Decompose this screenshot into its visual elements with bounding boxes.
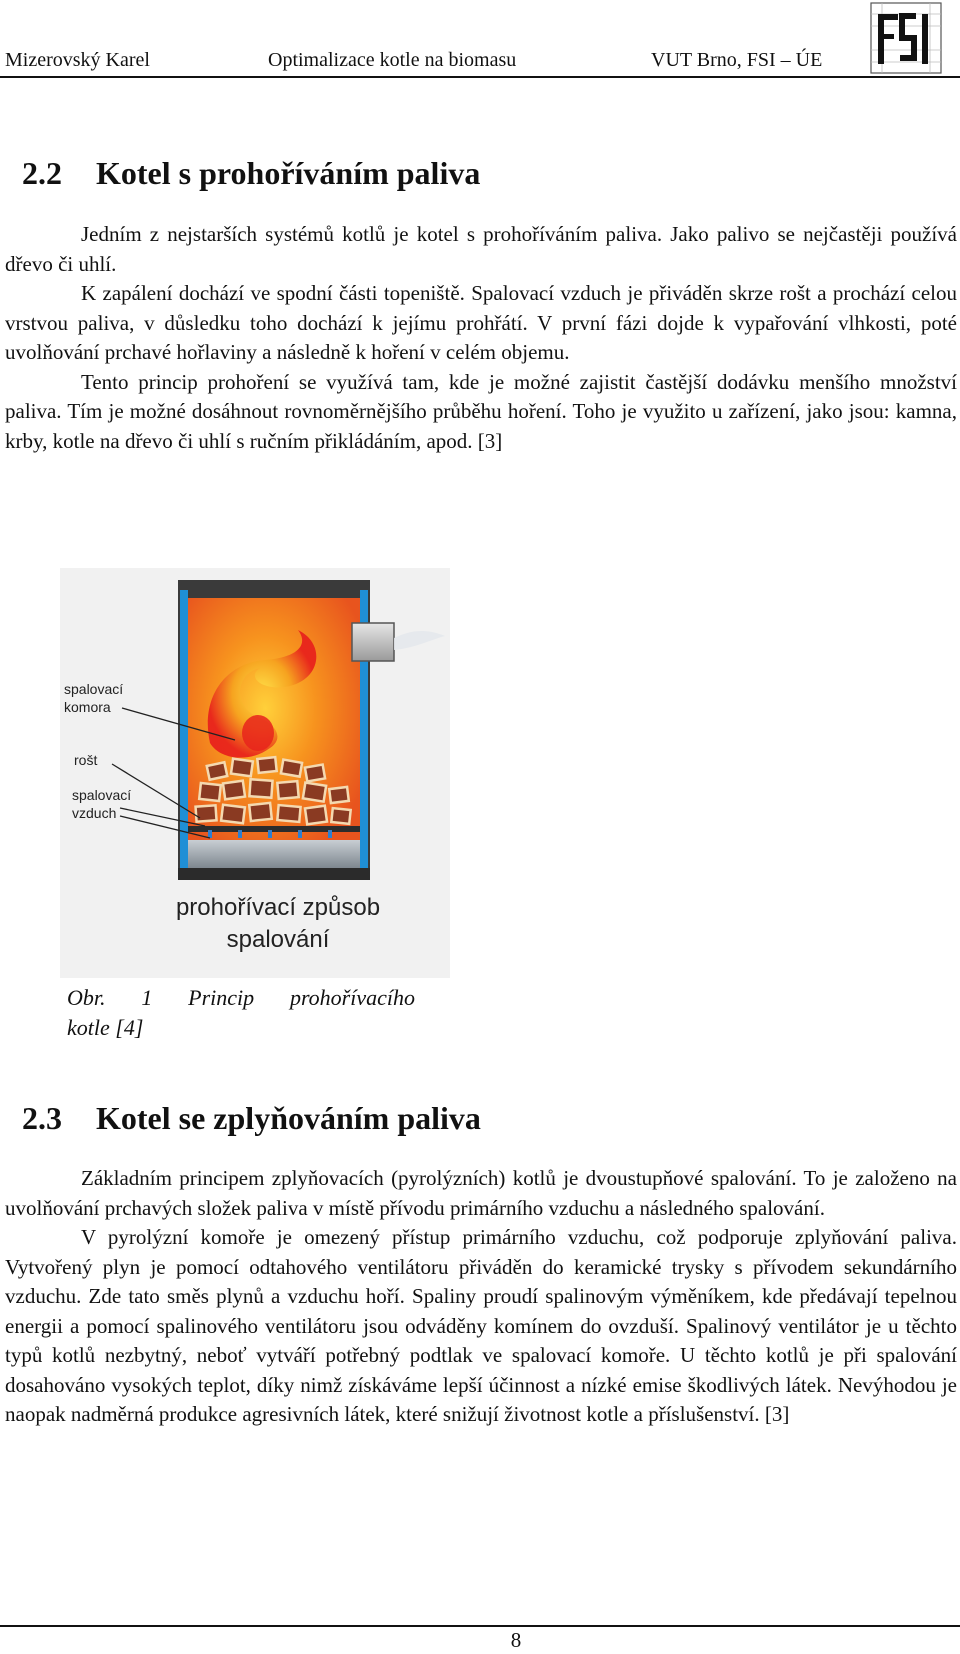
figure-boiler-diagram <box>60 568 450 978</box>
page-header <box>0 0 960 80</box>
label-combustion-air-1: spalovací <box>72 787 132 803</box>
figure-title-line-1: prohořívací způsob <box>175 894 381 921</box>
page-number: 8 <box>510 1628 522 1652</box>
section-title: Kotel s prohoříváním paliva <box>96 155 481 191</box>
label-combustion-chamber-1: spalovací <box>64 681 124 697</box>
paragraph: K zapálení dochází ve spodní části topeniště. Spalovací vzduch je přiváděn skrze rošt a prochází celou vrstvou paliva, v důsledku toho dochází k jejímu prohřátí. V první fázi dojde k vypařování vlhkosti, poté uvolňování prchavé hořlaviny a následně k hoření v celém objemu. <box>5 281 957 364</box>
section-number: 2.2 <box>22 155 62 191</box>
label-grate: rošt <box>74 752 98 768</box>
section-2-2-body <box>5 220 957 456</box>
boiler-diagram <box>60 568 450 978</box>
smoke-plume <box>394 631 445 650</box>
section-number: 2.3 <box>22 1100 62 1136</box>
section-2-3-body <box>5 1164 957 1430</box>
boiler-base <box>178 868 370 880</box>
header-institution: VUT Brno, FSI – ÚE <box>651 49 823 71</box>
fsi-logo-icon <box>870 2 942 74</box>
section-title: Kotel se zplyňováním paliva <box>96 1100 481 1136</box>
header-author: Mizerovský Karel <box>5 49 150 71</box>
figure-caption-line-2: kotle [4] <box>67 1015 144 1040</box>
footer-rule <box>0 1625 960 1627</box>
label-combustion-air-2: vzduch <box>72 805 117 821</box>
paragraph: Tento princip prohoření se využívá tam, kde je možné zajistit častější dodávku menšího množství paliva. Tím je možné dosáhnout rovnoměrnějšího průběhu hoření. Toho je využito u zařízení, jako jsou: kamna, krby, kotle na dřevo či uhlí s ručním přikládáním, apod. [3] <box>5 369 957 453</box>
flue-pipe <box>352 623 394 661</box>
paragraph: Jedním z nejstarších systémů kotlů je kotel s prohoříváním paliva. Jako palivo se nejčastěji používá dřevo či uhlí. <box>5 222 957 276</box>
paragraph: V pyrolýzní komoře je omezený přístup primárního vzduchu, což podporuje zplyňování paliva. Vytvořený plyn je pomocí odtahového ventilátoru přiváděn do keramické trysky s přívodem sekundárního vzduchu. Zde tato směs plynů a vzduchu hoří. Spaliny proudí spalinovým výměníkem, kde předávají tepelnou energii a pomocí spalinového ventilátoru jsou odváděny komínem do ovzduší. Spalinový ventilátor je u těchto typů kotlů nezbytný, neboť vytváří potřebný podtlak ve spalovací komoře. U těchto kotlů je při spalování dosahováno vysokých teplot, díky nimž získáváme lepší účinnost a nízké emise škodlivých látek. Nevýhodou je naopak nadměrná produkce agresivních látek, které snižují životnost kotle a příslušenství. [3] <box>5 1225 957 1426</box>
section-heading-2-3 <box>22 1098 481 1138</box>
section-heading-2-2 <box>22 153 480 193</box>
side-wall-left <box>180 590 188 876</box>
label-combustion-chamber-2: komora <box>64 699 111 715</box>
ash-pan <box>188 840 360 868</box>
figure-title-line-2: spalování <box>226 926 330 953</box>
figure-caption: Obr. 1 Princip prohořívacího <box>67 985 415 1010</box>
flame-core <box>242 715 274 751</box>
grate <box>188 826 360 832</box>
paragraph: Základním principem zplyňovacích (pyrolýzních) kotlů je dvoustupňové spalování. To je založeno na uvolňování prchavých složek paliva v místě přívodu primárního vzduchu a následného spalování. <box>5 1166 957 1220</box>
header-title: Optimalizace kotle na biomasu <box>268 49 517 71</box>
header-rule <box>0 76 960 78</box>
